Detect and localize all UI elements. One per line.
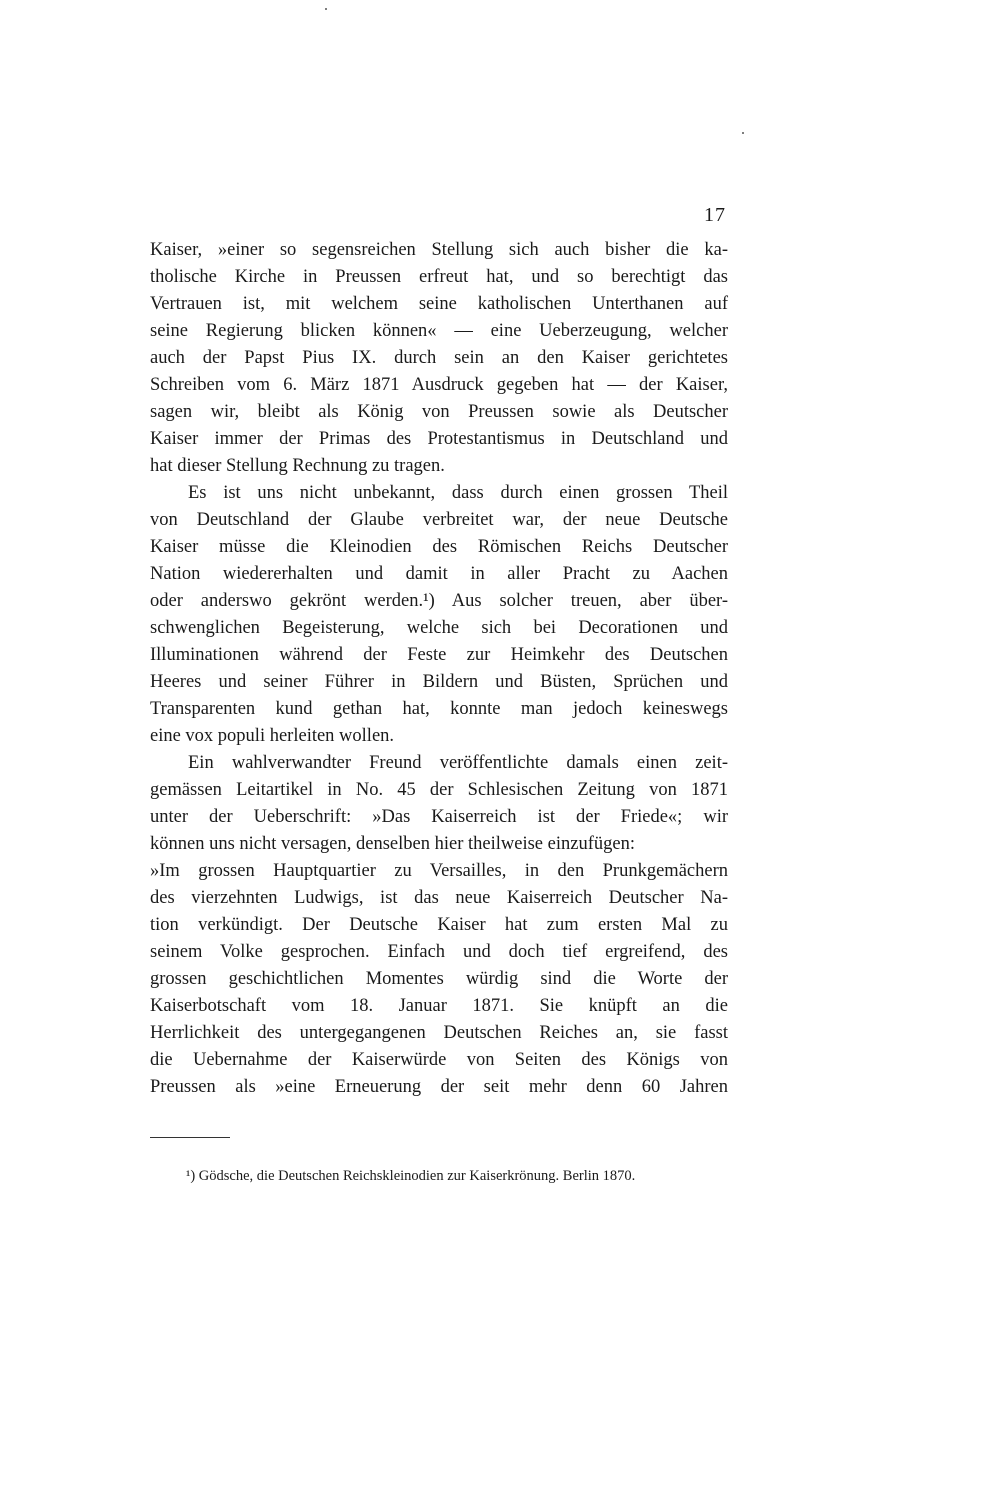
text-line: schwenglichen Begeisterung, welche sich bei Decorationen und: [150, 618, 728, 638]
text-line: gemässen Leitartikel in No. 45 der Schlesischen Zeitung von 1871: [150, 780, 728, 800]
text-line: Vertrauen ist, mit welchem seine katholischen Unterthanen auf: [150, 294, 728, 314]
text-line: sagen wir, bleibt als König von Preussen sowie als Deutscher: [150, 402, 728, 422]
text-line: Illuminationen während der Feste zur Heimkehr des Deutschen: [150, 645, 728, 665]
text-line: Es ist uns nicht unbekannt, dass durch einen grossen Theil: [188, 483, 728, 503]
text-line: tholische Kirche in Preussen erfreut hat, und so berechtigt das: [150, 267, 728, 287]
text-line: von Deutschland der Glaube verbreitet war, der neue Deutsche: [150, 510, 728, 530]
text-line: Preussen als »eine Erneuerung der seit mehr denn 60 Jahren: [150, 1077, 728, 1097]
text-line: Kaiser, »einer so segensreichen Stellung sich auch bisher die ka-: [150, 240, 728, 260]
text-line: hat dieser Stellung Rechnung zu tragen.: [150, 456, 445, 476]
text-line: die Uebernahme der Kaiserwürde von Seiten des Königs von: [150, 1050, 728, 1070]
text-line: unter der Ueberschrift: »Das Kaiserreich ist der Friede«; wir: [150, 807, 728, 827]
footnote-separator: [150, 1137, 230, 1138]
text-line: seine Regierung blicken können« — eine Ueberzeugung, welcher: [150, 321, 728, 341]
text-line: eine vox populi herleiten wollen.: [150, 726, 395, 746]
text-line: Ein wahlverwandter Freund veröffentlichte damals einen zeit-: [188, 753, 728, 773]
body-text: [150, 237, 728, 1101]
text-line: Kaiser müsse die Kleinodien des Römischen Reichs Deutscher: [150, 537, 728, 557]
text-line: »Im grossen Hauptquartier zu Versailles, in den Prunkgemächern: [150, 861, 728, 881]
text-line: Herrlichkeit des untergegangenen Deutschen Reiches an, sie fasst: [150, 1023, 728, 1043]
text-line: können uns nicht versagen, denselben hier theilweise einzufügen:: [150, 834, 635, 854]
footnote: ¹) Gödsche, die Deutschen Reichskleinodien zur Kaiserkrönung. Berlin 1870.: [186, 1168, 636, 1184]
text-line: Transparenten kund gethan hat, konnte man jedoch keineswegs: [150, 699, 728, 719]
page-number: 17: [704, 204, 726, 226]
text-line: Kaiserbotschaft vom 18. Januar 1871. Sie knüpft an die: [150, 996, 728, 1016]
text-line: seinem Volke gesprochen. Einfach und doch tief ergreifend, des: [150, 942, 728, 962]
text-line: auch der Papst Pius IX. durch sein an den Kaiser gerichtetes: [150, 348, 728, 368]
text-line: des vierzehnten Ludwigs, ist das neue Kaiserreich Deutscher Na-: [150, 888, 728, 908]
text-line: Schreiben vom 6. März 1871 Ausdruck gegeben hat — der Kaiser,: [150, 375, 728, 395]
scan-speck: [325, 8, 327, 10]
text-line: grossen geschichtlichen Momentes würdig sind die Worte der: [150, 969, 728, 989]
text-line: Heeres und seiner Führer in Bildern und Büsten, Sprüchen und: [150, 672, 728, 692]
text-line: Kaiser immer der Primas des Protestantismus in Deutschland und: [150, 429, 728, 449]
text-line: Nation wiedererhalten und damit in aller Pracht zu Aachen: [150, 564, 728, 584]
scan-speck: [742, 132, 744, 134]
text-line: tion verkündigt. Der Deutsche Kaiser hat zum ersten Mal zu: [150, 915, 728, 935]
text-line: oder anderswo gekrönt werden.¹) Aus solcher treuen, aber über-: [150, 591, 728, 611]
